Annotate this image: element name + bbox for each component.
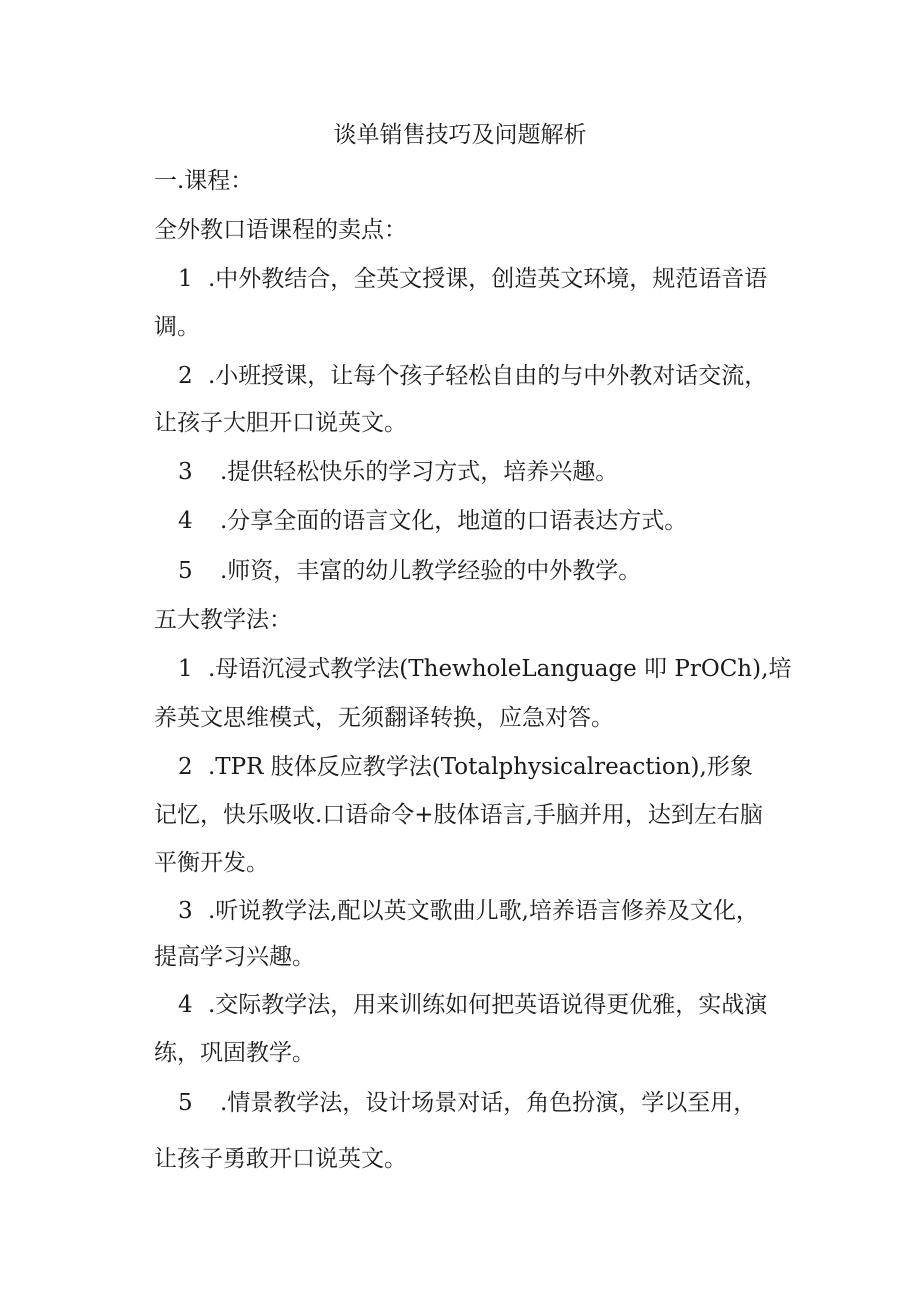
item-text: .提供轻松快乐的学习方式，培养兴趣。 <box>220 459 619 485</box>
item-text: .师资，丰富的幼儿教学经验的中外教学。 <box>220 558 642 584</box>
selling-point-2-cont: 让孩子大胆开口说英文。 <box>154 410 407 436</box>
method-2-cont: 记忆，快乐吸收.口语命令+肢体语言,手脑并用，达到左右脑 <box>154 802 763 828</box>
item-number: 2 <box>178 754 193 780</box>
method-5-cont: 让孩子勇敢开口说英文。 <box>154 1146 407 1172</box>
method-4 <box>178 990 767 1020</box>
method-2-cont: 平衡开发。 <box>154 850 269 876</box>
selling-point-3 <box>178 457 618 487</box>
item-text: .情景教学法，设计场景对话，角色扮演，学以至用， <box>220 1090 757 1116</box>
document-title: 谈单销售技巧及问题解析 <box>333 122 587 148</box>
selling-points-heading: 全外教口语课程的卖点： <box>154 217 407 243</box>
method-3-cont: 提高学习兴趣。 <box>154 944 315 970</box>
method-1 <box>178 654 791 684</box>
selling-point-1-cont: 调。 <box>154 314 200 340</box>
item-number: 5 <box>178 558 193 584</box>
selling-point-2 <box>178 361 767 391</box>
item-text: .TPR 肢体反应教学法(Totalphysicalreaction),形象 <box>208 754 753 780</box>
item-text: .交际教学法，用来训练如何把英语说得更优雅，实战演 <box>208 992 768 1018</box>
item-number: 5 <box>178 1090 193 1116</box>
selling-point-1 <box>178 264 767 294</box>
method-3 <box>178 896 759 926</box>
item-text: .听说教学法,配以英文歌曲儿歌,培养语言修养及文化， <box>208 898 759 924</box>
item-number: 1 <box>178 656 193 682</box>
methods-heading: 五大教学法： <box>154 607 292 633</box>
item-number: 3 <box>178 898 193 924</box>
section-heading-course: 一.课程： <box>154 168 254 194</box>
method-1-cont: 养英文思维模式，无须翻译转换，应急对答。 <box>154 705 614 731</box>
item-text: .小班授课，让每个孩子轻松自由的与中外教对话交流， <box>208 363 768 389</box>
item-number: 4 <box>178 992 193 1018</box>
selling-point-5 <box>178 556 641 586</box>
item-text: .分享全面的语言文化，地道的口语表达方式。 <box>220 508 688 534</box>
item-number: 2 <box>178 363 193 389</box>
method-2 <box>178 752 753 782</box>
item-text: .母语沉浸式教学法(ThewholeLanguage 叩 PrOCh),培 <box>208 656 792 682</box>
item-number: 3 <box>178 459 193 485</box>
method-5 <box>178 1088 756 1118</box>
item-number: 4 <box>178 508 193 534</box>
item-number: 1 <box>178 266 193 292</box>
method-4-cont: 练，巩固教学。 <box>154 1040 315 1066</box>
item-text: .中外教结合，全英文授课，创造英文环境，规范语音语 <box>208 266 768 292</box>
selling-point-4 <box>178 506 687 536</box>
